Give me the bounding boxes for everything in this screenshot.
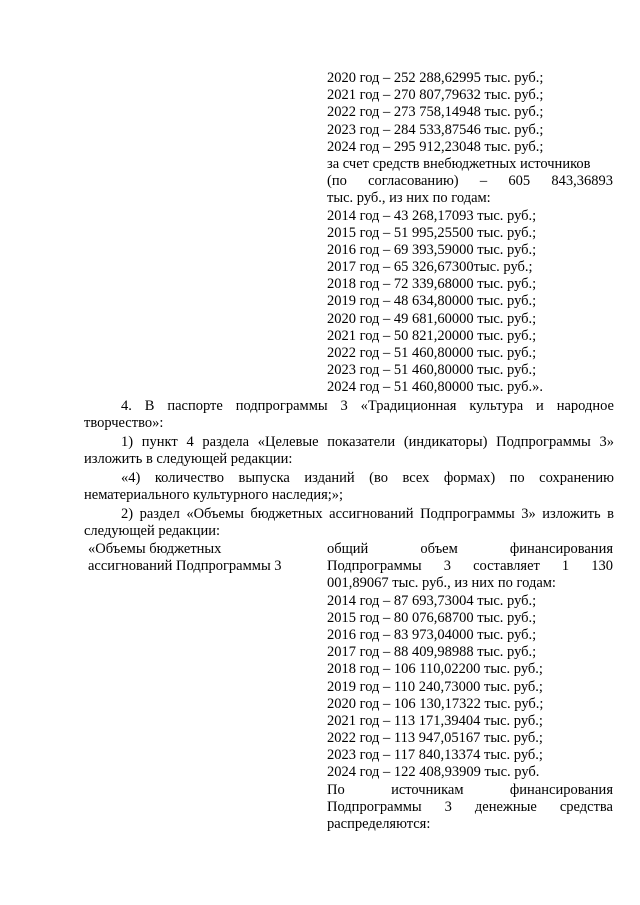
extrabudgetary-year-line: 2023 год – 51 460,80000 тыс. руб.; [327, 362, 537, 379]
extrabudgetary-year-line: 2015 год – 51 995,25500 тыс. руб.; [327, 224, 537, 241]
extrabudgetary-year-line: 2017 год – 65 326,67300тыс. руб.; [327, 259, 533, 276]
paragraph-subitem-1: 1) пункт 4 раздела «Целевые показатели (индикаторы) Подпрограммы 3» изложить в следующей редакции: [84, 434, 614, 468]
table-left-label-line: ассигнований Подпрограммы 3 [88, 558, 282, 575]
table-right-column [327, 541, 613, 833]
extrabudgetary-line: (по согласованию) – 605 843,36893 [327, 173, 613, 190]
extrabudgetary-year-line: 2020 год – 49 681,60000 тыс. руб.; [327, 310, 537, 327]
extrabudgetary-year-line: 2022 год – 51 460,80000 тыс. руб.; [327, 345, 537, 361]
total-funding-line: общий объем финансирования [327, 541, 613, 557]
funding-years-block-top [327, 70, 613, 397]
paragraph-quote: «4) количество выпуска изданий (во всех формах) по сохранению нематериального культурного наследия;»; [84, 470, 614, 504]
extrabudgetary-year-line: 2018 год – 72 339,68000 тыс. руб.; [327, 276, 537, 293]
funding-year-line: 2015 год – 80 076,68700 тыс. руб.; [327, 609, 537, 626]
funding-year-line: 2024 год – 122 408,93909 тыс. руб. [327, 764, 540, 781]
extrabudgetary-line: за счет средств внебюджетных источников [327, 155, 591, 172]
extrabudgetary-year-line: 2016 год – 69 393,59000 тыс. руб.; [327, 241, 537, 258]
table-left-label-line: «Объемы бюджетных [88, 541, 222, 557]
sources-line: По источникам финансирования [327, 781, 613, 798]
funding-year-line: 2023 год – 117 840,13374 тыс. руб.; [327, 747, 543, 764]
funding-year-line: 2022 год – 113 947,05167 тыс. руб.; [327, 730, 543, 747]
funding-year-line: 2023 год – 284 533,87546 тыс. руб.; [327, 121, 544, 138]
sources-line: Подпрограммы 3 денежные средства [327, 798, 613, 815]
extrabudgetary-line: тыс. руб., из них по годам: [327, 190, 491, 207]
funding-year-line: 2014 год – 87 693,73004 тыс. руб.; [327, 592, 537, 609]
total-funding-line: Подпрограммы 3 составляет 1 130 [327, 558, 613, 575]
total-funding-line: 001,89067 тыс. руб., из них по годам: [327, 575, 556, 592]
funding-year-line: 2022 год – 273 758,14948 тыс. руб.; [327, 104, 544, 121]
extrabudgetary-year-line: 2019 год – 48 634,80000 тыс. руб.; [327, 293, 537, 310]
paragraph-subitem-2: 2) раздел «Объемы бюджетных ассигнований Подпрограммы 3» изложить в следующей редакции: [84, 506, 614, 540]
funding-year-line: 2016 год – 83 973,04000 тыс. руб.; [327, 626, 537, 643]
funding-year-line: 2024 год – 295 912,23048 тыс. руб.; [327, 138, 544, 155]
extrabudgetary-year-line: 2021 год – 50 821,20000 тыс. руб.; [327, 327, 537, 344]
funding-year-line: 2021 год – 270 807,79632 тыс. руб.; [327, 87, 544, 104]
sources-line: распределяются: [327, 816, 431, 832]
funding-year-line: 2020 год – 106 130,17322 тыс. руб.; [327, 695, 544, 712]
funding-year-line: 2021 год – 113 171,39404 тыс. руб.; [327, 712, 543, 729]
extrabudgetary-year-line: 2024 год – 51 460,80000 тыс. руб.». [327, 379, 544, 396]
funding-year-line: 2018 год – 106 110,02200 тыс. руб.; [327, 661, 543, 678]
funding-year-line: 2017 год – 88 409,98988 тыс. руб.; [327, 644, 537, 661]
extrabudgetary-year-line: 2014 год – 43 268,17093 тыс. руб.; [327, 207, 537, 224]
funding-year-line: 2019 год – 110 240,73000 тыс. руб.; [327, 678, 543, 695]
paragraph-item-4: 4. В паспорте подпрограммы 3 «Традиционная культура и народное творчество»: [84, 398, 614, 432]
funding-year-line: 2020 год – 252 288,62995 тыс. руб.; [327, 70, 544, 86]
table-left-label [88, 541, 308, 575]
